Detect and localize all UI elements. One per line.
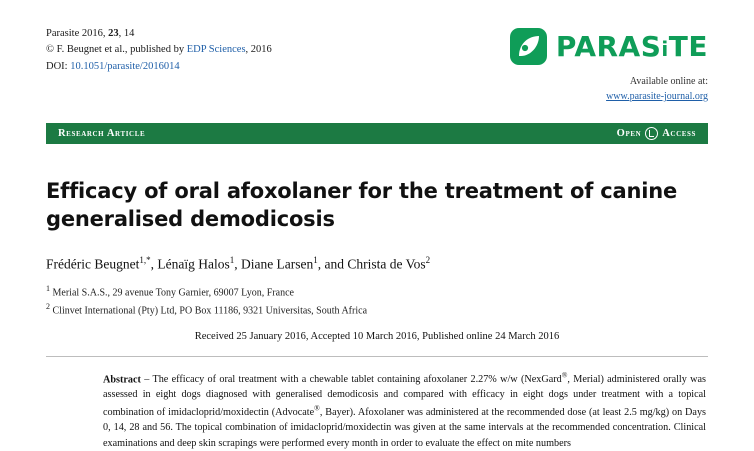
- journal-site-link[interactable]: www.parasite-journal.org: [606, 91, 708, 102]
- publication-dates: Received 25 January 2016, Accepted 10 March 2016, Published online 24 March 2016: [194, 330, 560, 342]
- journal-citation-block: [46, 26, 272, 75]
- copyright-year: 2016: [250, 44, 272, 56]
- availability-block: [510, 74, 708, 104]
- citation-year: 2016: [81, 28, 103, 39]
- citation-article-number: 14: [123, 28, 135, 39]
- citation-volume: 23: [108, 28, 119, 39]
- author-list: Frédéric Beugnet$^{1,*}$, Lénaïg Halos$^1$, Diane Larsen$^1$, and Christa de Vos$^2$: [46, 255, 431, 272]
- open-access-value: Access: [662, 128, 696, 139]
- divider: [46, 356, 708, 357]
- available-label: Available online at:: [629, 76, 708, 87]
- article-type-label: Research Article: [58, 128, 146, 139]
- doi-line: [46, 59, 272, 75]
- parasite-leaf-logo-icon: [510, 28, 547, 65]
- doi-label: DOI:: [46, 60, 68, 72]
- article-type-banner: [46, 123, 708, 144]
- journal-wordmark: PARASiTE: [555, 29, 708, 63]
- page-title: Efficacy of oral afoxolaner for the treatment of canine generalised demodicosis: [46, 179, 678, 231]
- logo-row: [510, 28, 708, 65]
- copyright-line: © F. Beugnet et al., published by EDP Sciences, 2016: [46, 44, 272, 56]
- abstract-text: – The efficacy of oral treatment with a chewable tablet containing afoxolaner 2.27% w/w (NexGard®, Merial) administered orally was assessed in eight dogs diagnosed with generalised demodicosis and compared with efficacy in eight dogs under treatment with a topical combination of imidacloprid/moxidectin (Advocate®, Bayer). Afoxolaner was administered at the recommended dose (at least 2.5 mg/kg) on Days 0, 14, 28 and 56. The topical combination of imidacloprid/moxidectin was given at the same intervals at the recommended concentration. Clinical examinations and deep skin scrapings were performed every month in order to evaluate the effect on mite numbers: [103, 370, 707, 449]
- open-access-badge: [617, 127, 696, 140]
- doi-link[interactable]: 10.1051/parasite/2016014: [70, 60, 180, 72]
- abstract-block: [46, 370, 708, 451]
- affiliation-item: $^1$ Merial S.A.S., 29 avenue Tony Garnier, 69007 Lyon, France: [46, 283, 294, 299]
- open-lock-icon: [645, 127, 658, 140]
- journal-name: Parasite: [46, 28, 80, 39]
- publisher-link[interactable]: EDP Sciences: [186, 44, 246, 56]
- open-access-label: Open: [616, 128, 642, 139]
- masthead: [46, 26, 708, 104]
- affiliation-item: $^2$ Clinvet International (Pty) Ltd, PO Box 11186, 9321 Universitas, South Africa: [46, 301, 368, 317]
- citation-line: Parasite 2016, 23, 14: [46, 28, 135, 39]
- abstract-label: Abstract: [103, 373, 141, 385]
- copyright-text: © F. Beugnet et al., published by: [46, 44, 185, 56]
- affiliations-list: [46, 283, 708, 319]
- journal-logo-block: [510, 26, 708, 104]
